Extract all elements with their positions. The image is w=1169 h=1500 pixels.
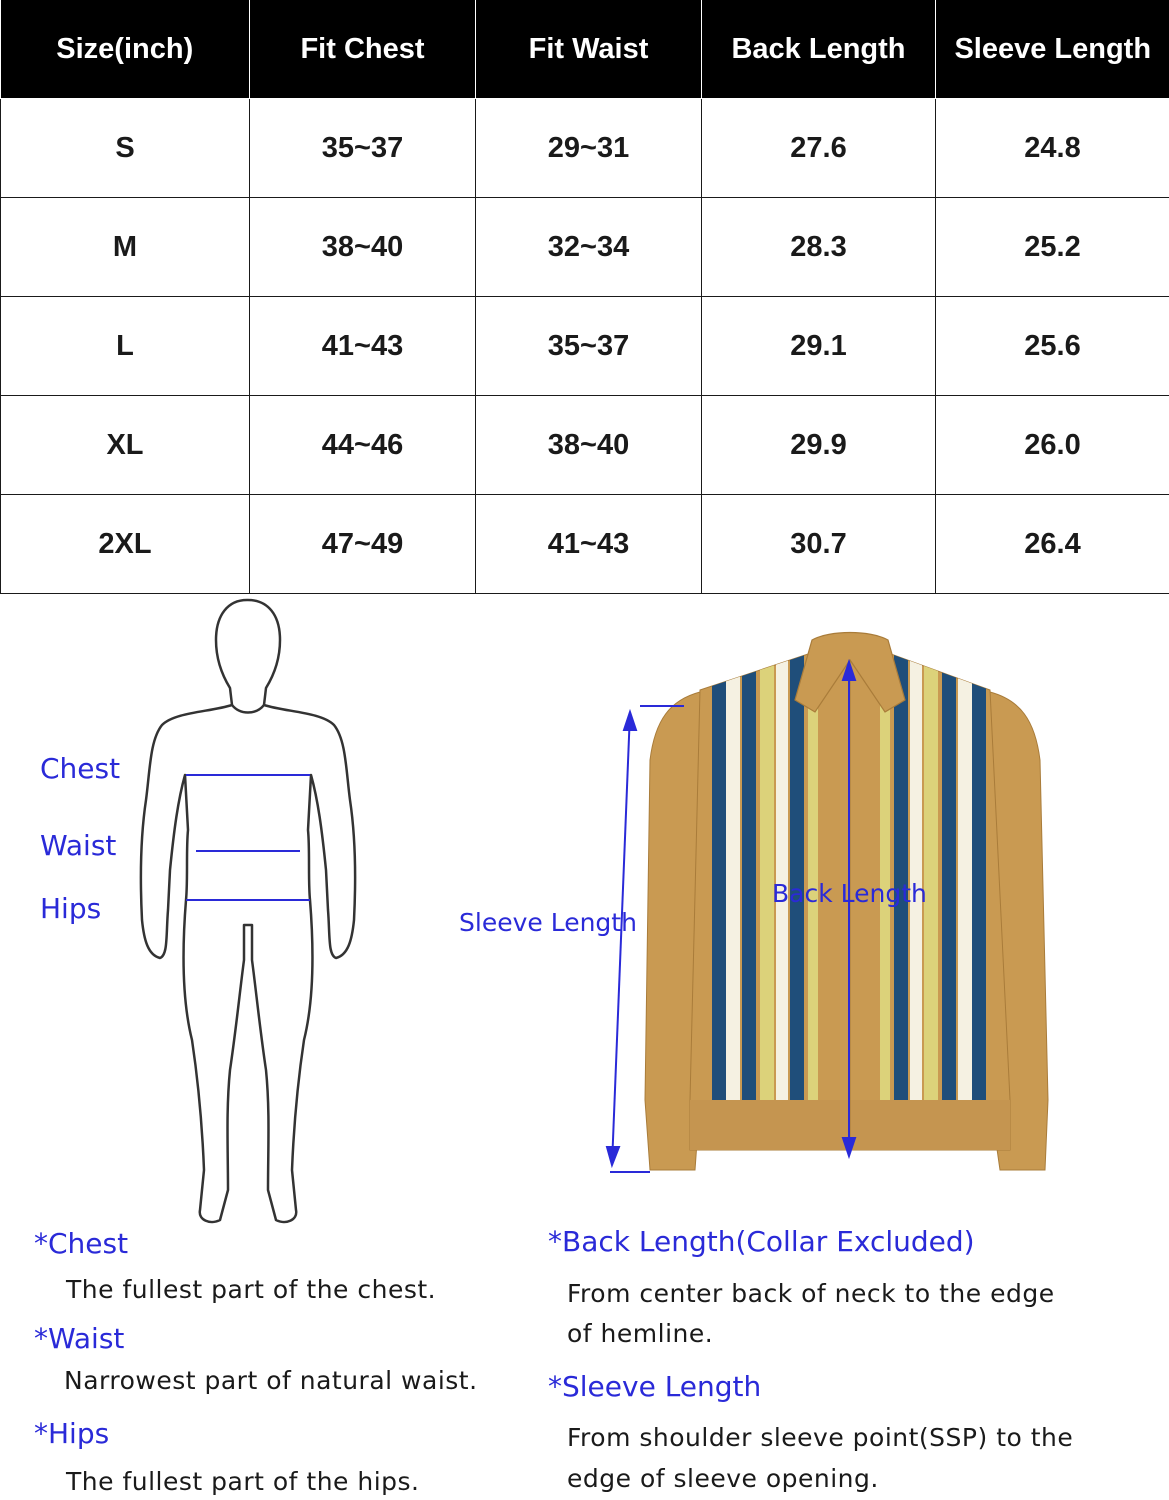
cell-waist: 38~40 [476, 396, 702, 495]
cell-back-length: 29.9 [702, 396, 936, 495]
cell-waist: 29~31 [476, 99, 702, 198]
cell-waist: 41~43 [476, 495, 702, 594]
cell-waist: 35~37 [476, 297, 702, 396]
note-waist-text: Narrowest part of natural waist. [64, 1366, 478, 1395]
cell-sleeve-length: 26.4 [936, 495, 1169, 594]
cell-back-length: 28.3 [702, 198, 936, 297]
waist-label: Waist [40, 829, 117, 862]
header-sleeve-length: Sleeve Length [936, 0, 1169, 99]
sleeve-length-arrow [612, 712, 630, 1165]
cell-sleeve-length: 25.2 [936, 198, 1169, 297]
cell-back-length: 30.7 [702, 495, 936, 594]
sleeve-length-label: Sleeve Length [459, 908, 637, 937]
cell-back-length: 27.6 [702, 99, 936, 198]
cell-size: M [1, 198, 250, 297]
chest-label: Chest [40, 752, 121, 785]
note-waist-title: *Waist [34, 1322, 125, 1355]
cell-sleeve-length: 26.0 [936, 396, 1169, 495]
cell-chest: 44~46 [250, 396, 476, 495]
cell-sleeve-length: 24.8 [936, 99, 1169, 198]
note-back-length-text-1: From center back of neck to the edge [567, 1279, 1055, 1308]
cell-size: S [1, 99, 250, 198]
cell-size: 2XL [1, 495, 250, 594]
cell-chest: 41~43 [250, 297, 476, 396]
header-back-length: Back Length [702, 0, 936, 99]
cell-chest: 35~37 [250, 99, 476, 198]
header-fit-chest: Fit Chest [250, 0, 476, 99]
cell-size: L [1, 297, 250, 396]
back-length-label: Back Length [772, 879, 927, 908]
note-chest-text: The fullest part of the chest. [66, 1275, 437, 1304]
cell-sleeve-length: 25.6 [936, 297, 1169, 396]
note-sleeve-length-text-2: edge of sleeve opening. [567, 1464, 879, 1493]
cell-size: XL [1, 396, 250, 495]
note-hips-text: The fullest part of the hips. [66, 1467, 420, 1496]
note-back-length-title: *Back Length(Collar Excluded) [548, 1225, 975, 1258]
cell-chest: 38~40 [250, 198, 476, 297]
note-sleeve-length-title: *Sleeve Length [548, 1370, 762, 1403]
header-fit-waist: Fit Waist [476, 0, 702, 99]
hips-label: Hips [40, 892, 102, 925]
cell-chest: 47~49 [250, 495, 476, 594]
note-chest-title: *Chest [34, 1227, 129, 1260]
header-size: Size(inch) [1, 0, 250, 99]
note-sleeve-length-text-1: From shoulder sleeve point(SSP) to the [567, 1423, 1074, 1452]
note-back-length-text-2: of hemline. [567, 1319, 714, 1348]
note-hips-title: *Hips [34, 1417, 110, 1450]
cell-back-length: 29.1 [702, 297, 936, 396]
cell-waist: 32~34 [476, 198, 702, 297]
